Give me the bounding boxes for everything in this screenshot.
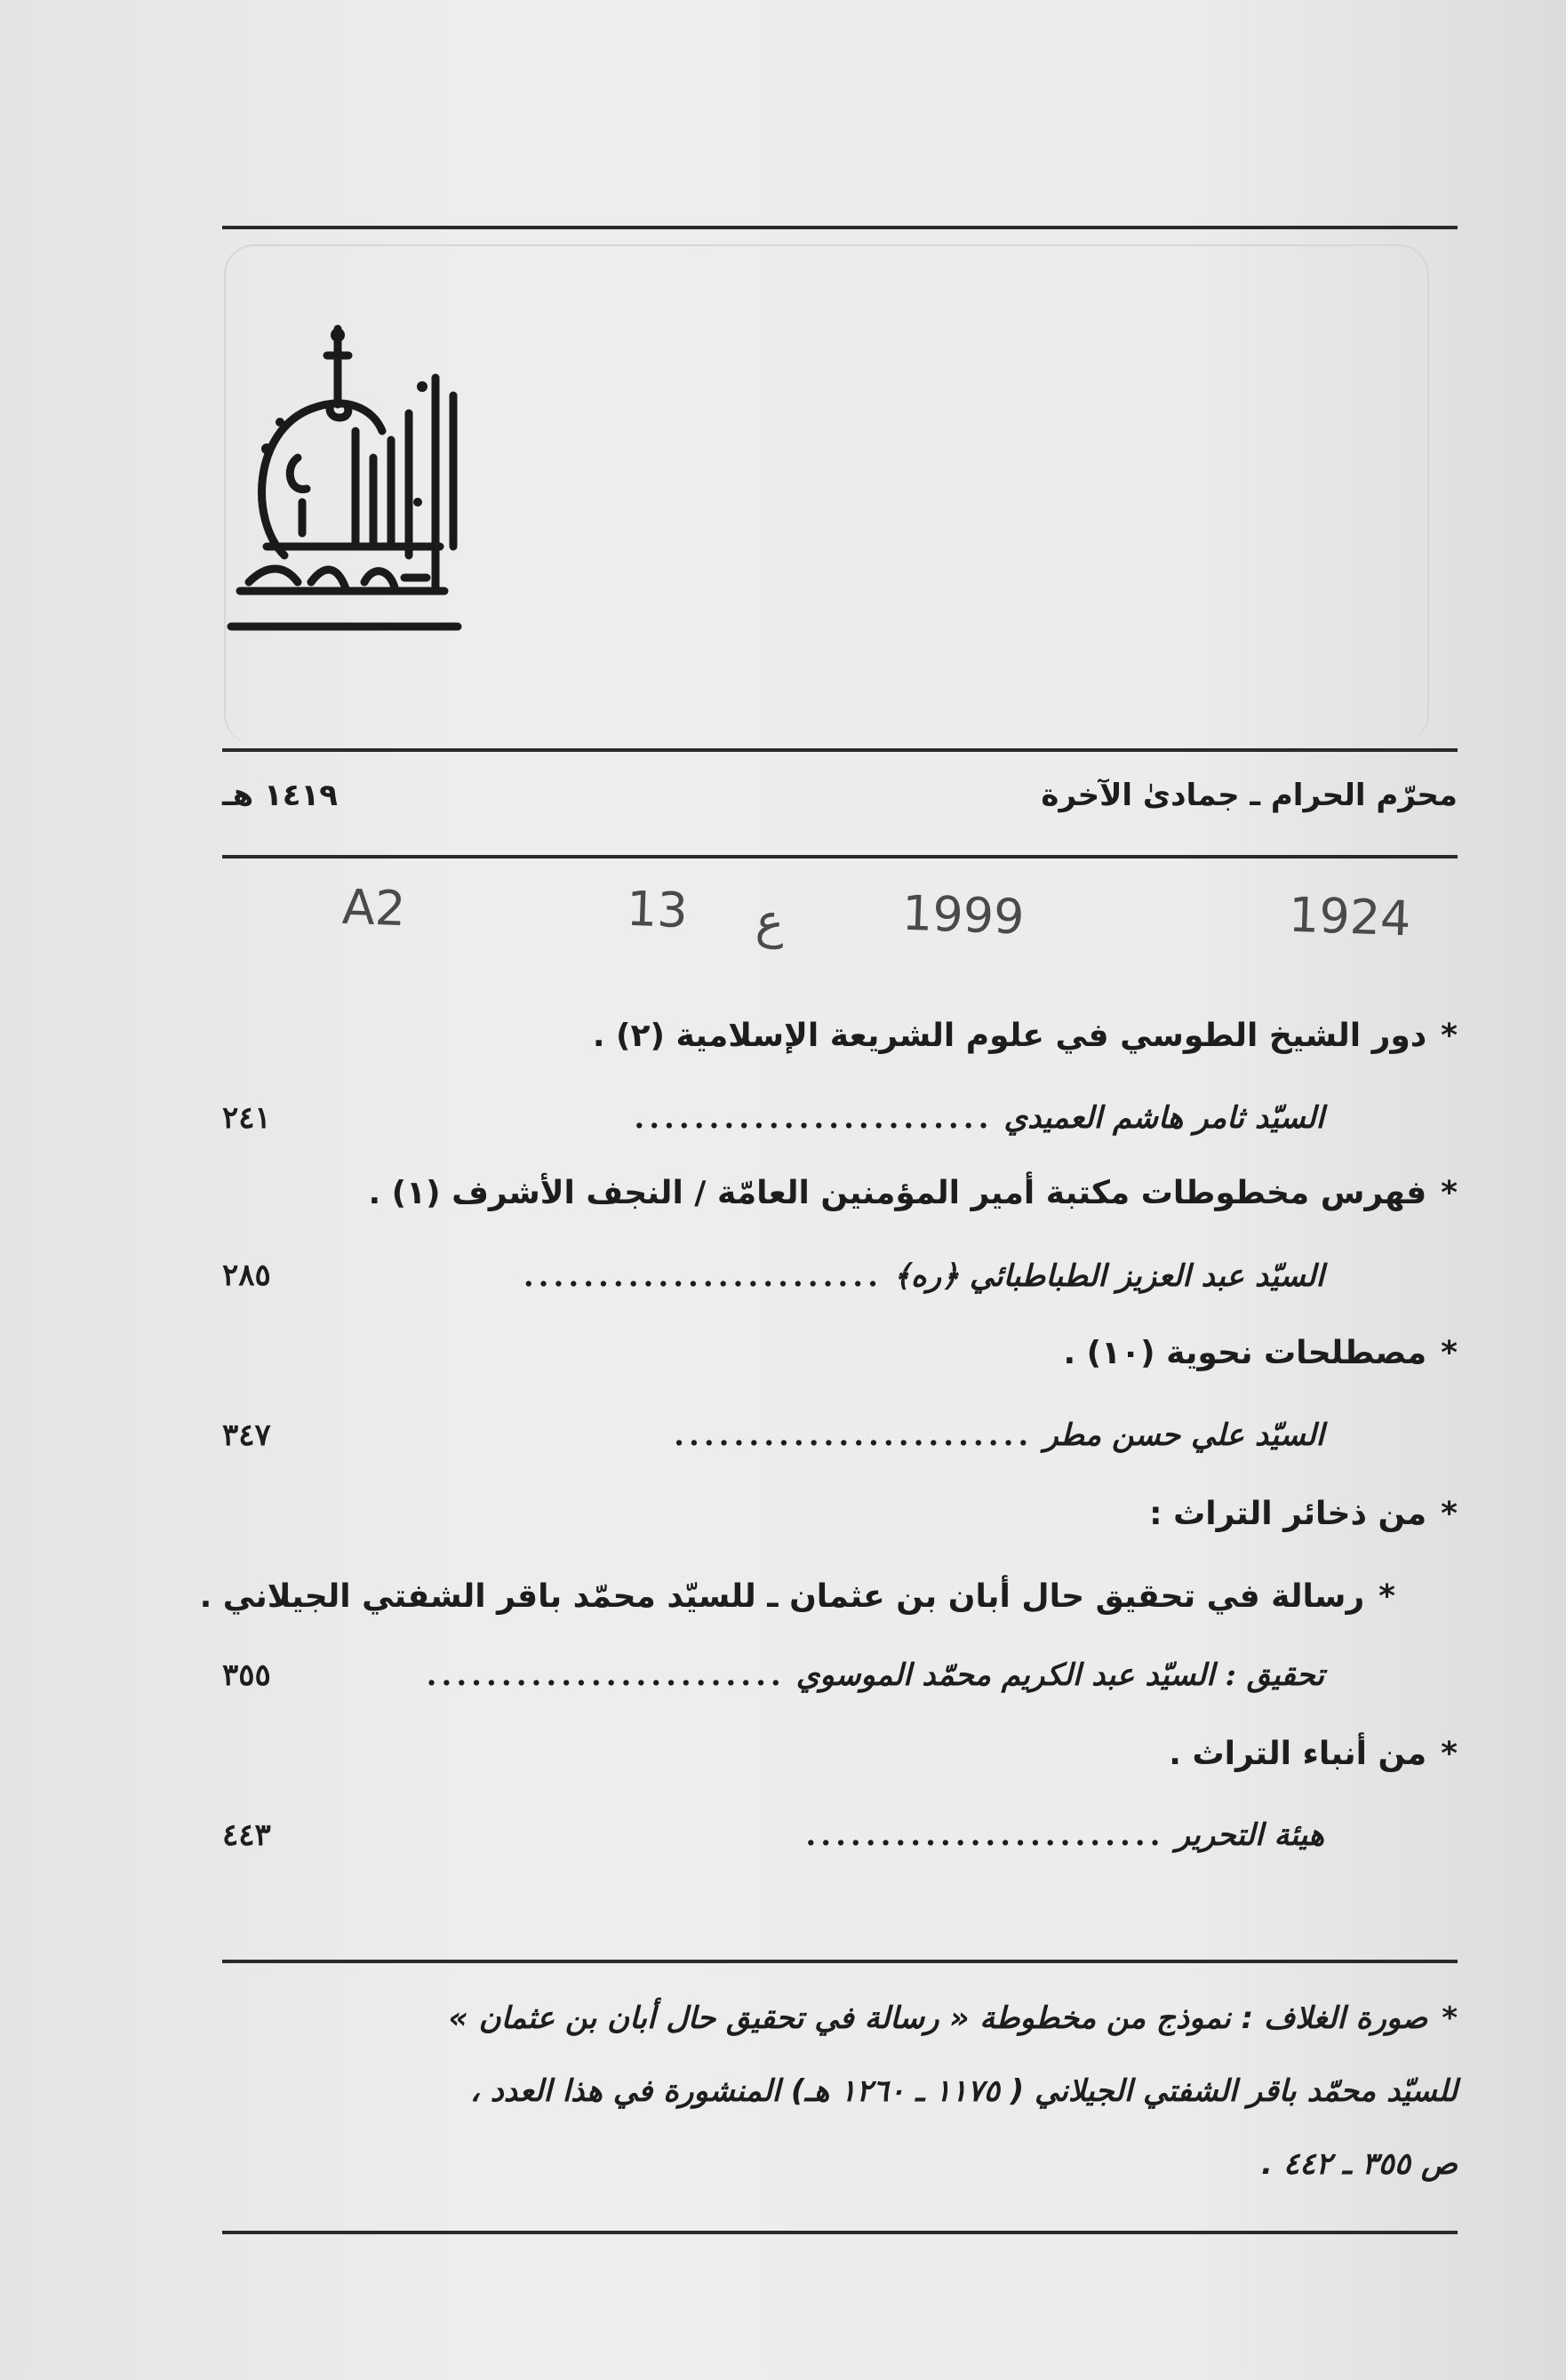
toc-entry-3-page: ٣٤٧: [222, 1418, 271, 1453]
issue-year: ١٤١٩ هـ: [222, 778, 339, 813]
toc-entry-2-title: *فهرس مخطوطات مكتبة أمير المؤمنين العامّة / النجف الأشرف (١) .: [368, 1175, 1458, 1211]
date-top-rule: [222, 748, 1458, 752]
toc-entry-3-title: *مصطلحات نحوية (١٠) .: [1063, 1335, 1458, 1371]
star-bullet: *: [1441, 1175, 1458, 1211]
handwritten-mark-5: 1924: [1287, 886, 1412, 947]
toc-entry-4-title: *من ذخائر التراث :: [1149, 1496, 1458, 1532]
leader-dots: ........................: [634, 1100, 994, 1136]
star-bullet: *: [1442, 2001, 1458, 2036]
toc-entry-5-page: ٤٤٣: [222, 1817, 271, 1853]
issue-months: محرّم الحرام ـ جمادىٰ الآخرة: [1041, 778, 1458, 813]
toc-entry-5-title: *من أنباء التراث .: [1169, 1736, 1458, 1772]
toc-entry-2-author: السيّد عبد العزيز الطباطبائي ﴿ره﴾........................ ٢٨٥: [222, 1258, 1324, 1294]
handwritten-mark-3: ع: [754, 892, 786, 950]
top-rule: [222, 226, 1458, 229]
star-bullet: *: [1378, 1578, 1395, 1615]
cover-note-line-3: ص ٣٥٥ ـ ٤٤٢ .: [1261, 2146, 1458, 2182]
handwritten-mark-1: A2: [340, 878, 407, 938]
handwritten-mark-2: 13: [625, 880, 689, 939]
toc-entry-4-page: ٣٥٥: [222, 1657, 271, 1693]
toc-entry-3-author: السيّد علي حسن مطر........................ ٣٤٧: [222, 1418, 1324, 1453]
leader-dots: ........................: [426, 1657, 786, 1693]
star-bullet: *: [1441, 1736, 1458, 1772]
star-bullet: *: [1441, 1335, 1458, 1371]
toc-entry-1-author: السيّد ثامر هاشم العميدي........................ ٢٤١: [222, 1100, 1324, 1136]
leader-dots: ........................: [805, 1817, 1165, 1853]
toc-entry-4-author: تحقيق : السيّد عبد الكريم محمّد الموسوي........................ ٣٥٥: [222, 1657, 1324, 1693]
cover-note-line-1: *صورة الغلاف : نموذج من مخطوطة « رسالة في تحقيق حال أبان بن عثمان »: [448, 2001, 1458, 2036]
handwritten-mark-4: 1999: [900, 884, 1026, 946]
date-bottom-rule: [222, 855, 1458, 859]
leader-dots: ........................: [523, 1258, 883, 1294]
logo-stroke-2: [435, 378, 453, 591]
toc-entry-2-page: ٢٨٥: [222, 1258, 271, 1293]
toc-entry-1-title: *دور الشيخ الطوسي في علوم الشريعة الإسلامية (٢) .: [592, 1018, 1458, 1054]
toc-entry-1-page: ٢٤١: [222, 1100, 271, 1136]
cover-note-top-rule: [222, 1960, 1458, 1963]
toc-entry-5-author: هيئة التحرير........................ ٤٤٣: [222, 1817, 1324, 1853]
leader-dots: ........................: [674, 1418, 1034, 1453]
bottom-rule: [222, 2231, 1458, 2234]
issue-date-row: [222, 778, 1458, 813]
cover-note-line-2: للسيّد محمّد باقر الشفتي الجيلاني ( ١١٧٥ ـ ١٢٦٠ هـ) المنشورة في هذا العدد ،: [469, 2073, 1458, 2109]
logo-inner: [290, 458, 307, 533]
star-bullet: *: [1441, 1496, 1458, 1532]
cover-note: [222, 1982, 1458, 2200]
toc-entry-4-subtitle: *رسالة في تحقيق حال أبان بن عثمان ـ للسيّد محمّد باقر الشفتي الجيلاني .: [199, 1578, 1395, 1615]
star-bullet: *: [1441, 1018, 1458, 1054]
institute-logo: [213, 324, 471, 653]
